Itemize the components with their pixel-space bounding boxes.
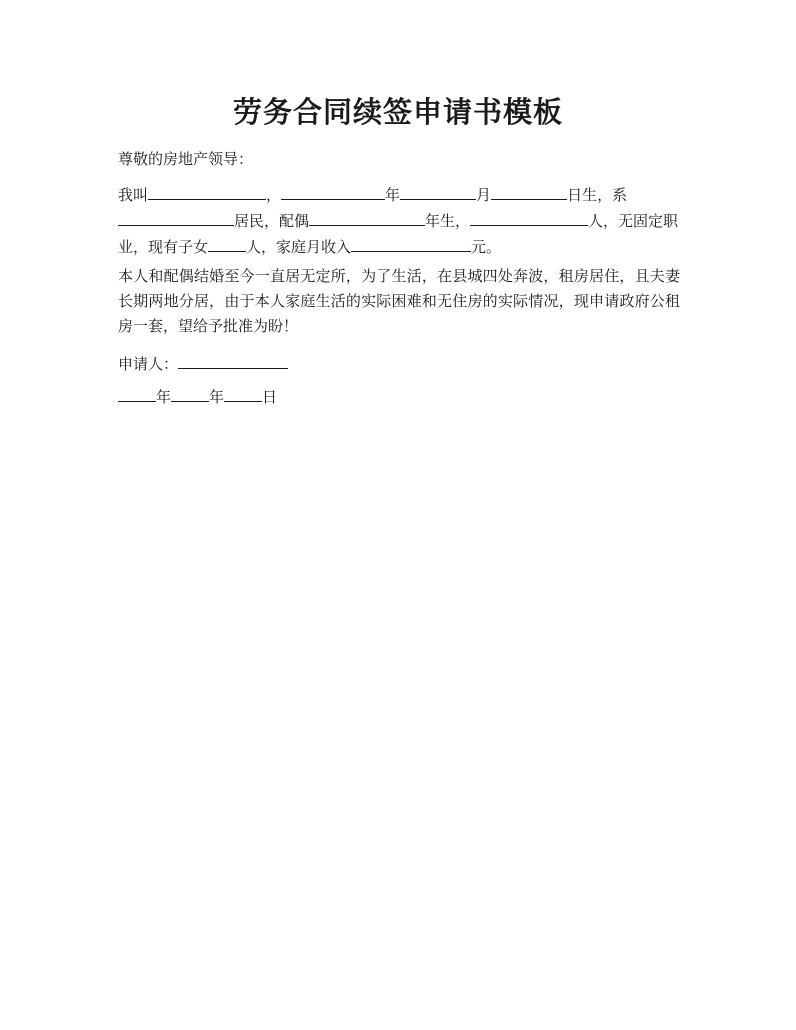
applicant-line xyxy=(118,351,680,377)
date-day-blank[interactable] xyxy=(224,384,262,402)
text-segment: 日生，系 xyxy=(567,186,628,204)
text-segment: 元。 xyxy=(471,238,502,256)
children-count-blank[interactable] xyxy=(208,234,246,252)
residence-blank[interactable] xyxy=(118,208,234,226)
document-title: 劳务合同续签申请书模板 xyxy=(232,95,563,129)
birth-year-blank[interactable] xyxy=(281,182,385,200)
text-segment: 我叫 xyxy=(118,186,149,204)
text-segment: ， xyxy=(266,186,282,204)
birth-day-blank[interactable] xyxy=(491,182,567,200)
text-segment: 年 xyxy=(385,186,401,204)
greeting-line: 尊敬的房地产领导： xyxy=(118,150,254,168)
applicant-signature-blank[interactable] xyxy=(178,351,288,369)
text-segment: 人，家庭月收入 xyxy=(246,238,352,256)
spouse-blank[interactable] xyxy=(309,208,425,226)
name-blank[interactable] xyxy=(148,182,266,200)
request-paragraph: 本人和配偶结婚至今一直居无定所，为了生活，在县城四处奔波，租房居住，且夫妻长期两地分居，由于本人家庭生活的实际困难和无住房的实际情况，现申请政府公租房一套，望给予批准为盼！ xyxy=(118,267,680,335)
text-segment: 居民，配偶 xyxy=(234,212,310,230)
applicant-label: 申请人： xyxy=(118,355,179,373)
date-day-label: 日 xyxy=(262,388,278,406)
spouse-origin-blank[interactable] xyxy=(470,208,588,226)
date-month-blank[interactable] xyxy=(171,384,209,402)
monthly-income-blank[interactable] xyxy=(351,234,471,252)
text-segment: 年生， xyxy=(425,212,471,230)
date-line xyxy=(118,384,680,410)
date-month-label: 年 xyxy=(209,388,225,406)
birth-month-blank[interactable] xyxy=(400,182,476,200)
date-year-label: 年 xyxy=(156,388,172,406)
text-segment: 人，无固定职业，现有子女 xyxy=(118,212,679,256)
personal-info-paragraph xyxy=(118,182,680,260)
date-year-blank[interactable] xyxy=(118,384,156,402)
text-segment: 月 xyxy=(476,186,492,204)
